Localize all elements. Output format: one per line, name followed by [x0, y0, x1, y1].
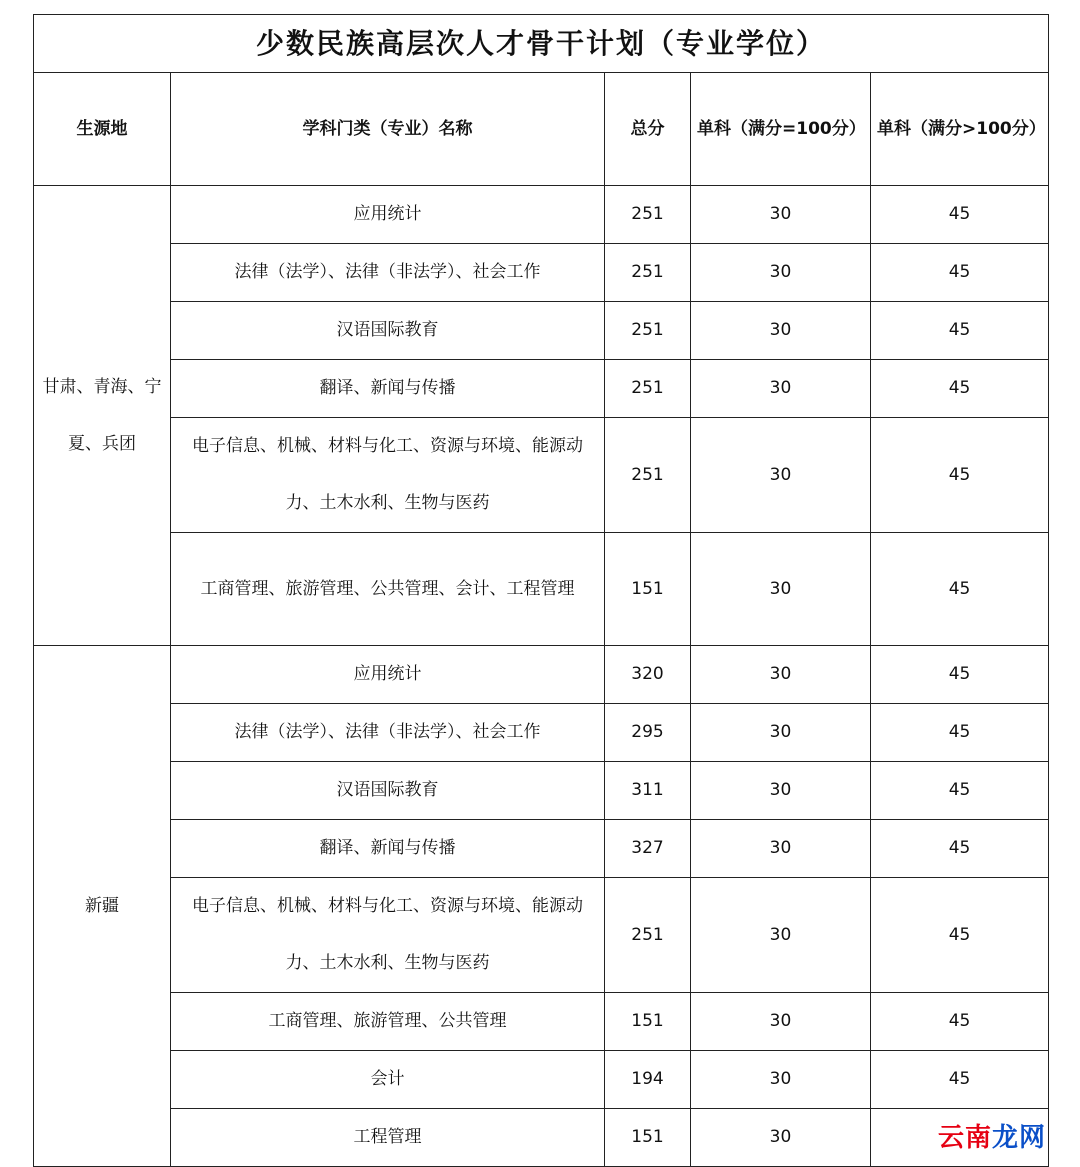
subject-cell: 电子信息、机械、材料与化工、资源与环境、能源动力、土木水利、生物与医药: [171, 878, 605, 993]
total-score-cell: 151: [605, 1109, 691, 1167]
single-100-cell: 30: [691, 302, 871, 360]
table-row: [34, 302, 1049, 360]
subject-cell: 汉语国际教育: [171, 762, 605, 820]
table-row: [34, 878, 1049, 993]
single-gt100-cell: 45: [871, 878, 1049, 993]
single-100-cell: 30: [691, 646, 871, 704]
subject-cell: 工程管理: [171, 1109, 605, 1167]
single-gt100-cell: 45: [871, 704, 1049, 762]
single-100-cell: 30: [691, 704, 871, 762]
total-score-cell: 311: [605, 762, 691, 820]
header-single-gt100: 单科（满分>100分）: [871, 73, 1049, 186]
single-100-cell: 30: [691, 878, 871, 993]
single-gt100-cell: 45: [871, 646, 1049, 704]
table-body: [34, 186, 1049, 1167]
single-gt100-cell: 45: [871, 1051, 1049, 1109]
table-row: [34, 1109, 1049, 1167]
region-cell: 甘肃、青海、宁夏、兵团: [34, 186, 171, 646]
single-100-cell: 30: [691, 1109, 871, 1167]
header-subject: 学科门类（专业）名称: [171, 73, 605, 186]
subject-cell: 翻译、新闻与传播: [171, 360, 605, 418]
header-total: 总分: [605, 73, 691, 186]
region-cell: 新疆: [34, 646, 171, 1167]
subject-cell: 应用统计: [171, 646, 605, 704]
single-gt100-cell: 45: [871, 533, 1049, 646]
table-row: [34, 646, 1049, 704]
single-100-cell: 30: [691, 533, 871, 646]
single-gt100-cell: 45: [871, 762, 1049, 820]
score-table-sheet: [33, 14, 1048, 1167]
single-100-cell: 30: [691, 418, 871, 533]
single-gt100-cell: 45: [871, 302, 1049, 360]
total-score-cell: 251: [605, 244, 691, 302]
watermark-logo: [938, 1117, 1046, 1154]
single-gt100-cell: 45: [871, 993, 1049, 1051]
subject-cell: 工商管理、旅游管理、公共管理: [171, 993, 605, 1051]
single-100-cell: 30: [691, 1051, 871, 1109]
subject-cell: 电子信息、机械、材料与化工、资源与环境、能源动力、土木水利、生物与医药: [171, 418, 605, 533]
total-score-cell: 151: [605, 993, 691, 1051]
table-row: [34, 418, 1049, 533]
header-single-100: 单科（满分=100分）: [691, 73, 871, 186]
subject-cell: 法律（法学）、法律（非法学）、社会工作: [171, 244, 605, 302]
single-100-cell: 30: [691, 244, 871, 302]
total-score-cell: 251: [605, 418, 691, 533]
total-score-cell: 251: [605, 302, 691, 360]
subject-cell: 翻译、新闻与传播: [171, 820, 605, 878]
table-row: [34, 533, 1049, 646]
table-row: [34, 762, 1049, 820]
table-row: [34, 704, 1049, 762]
table-row: [34, 993, 1049, 1051]
single-100-cell: 30: [691, 360, 871, 418]
single-100-cell: 30: [691, 186, 871, 244]
single-gt100-cell: 45: [871, 360, 1049, 418]
total-score-cell: 295: [605, 704, 691, 762]
single-100-cell: 30: [691, 993, 871, 1051]
total-score-cell: 327: [605, 820, 691, 878]
table-row: [34, 820, 1049, 878]
table-row: [34, 1051, 1049, 1109]
subject-cell: 汉语国际教育: [171, 302, 605, 360]
subject-cell: 工商管理、旅游管理、公共管理、会计、工程管理: [171, 533, 605, 646]
table-row: [34, 360, 1049, 418]
single-gt100-cell: 45: [871, 244, 1049, 302]
single-gt100-cell: 45: [871, 820, 1049, 878]
table-row: [34, 186, 1049, 244]
single-gt100-cell: 45: [871, 418, 1049, 533]
subject-cell: 会计: [171, 1051, 605, 1109]
score-table: [33, 14, 1049, 1167]
subject-cell: 应用统计: [171, 186, 605, 244]
watermark-text-red: 云南: [937, 1123, 992, 1153]
table-row: [34, 244, 1049, 302]
table-title: 少数民族高层次人才骨干计划（专业学位）: [34, 15, 1049, 73]
header-region: 生源地: [34, 73, 171, 186]
watermark-text-blue: 龙网: [991, 1123, 1046, 1153]
total-score-cell: 251: [605, 878, 691, 993]
single-100-cell: 30: [691, 820, 871, 878]
single-gt100-cell: 45: [871, 186, 1049, 244]
total-score-cell: 251: [605, 360, 691, 418]
total-score-cell: 194: [605, 1051, 691, 1109]
total-score-cell: 151: [605, 533, 691, 646]
subject-cell: 法律（法学）、法律（非法学）、社会工作: [171, 704, 605, 762]
single-100-cell: 30: [691, 762, 871, 820]
total-score-cell: 320: [605, 646, 691, 704]
total-score-cell: 251: [605, 186, 691, 244]
